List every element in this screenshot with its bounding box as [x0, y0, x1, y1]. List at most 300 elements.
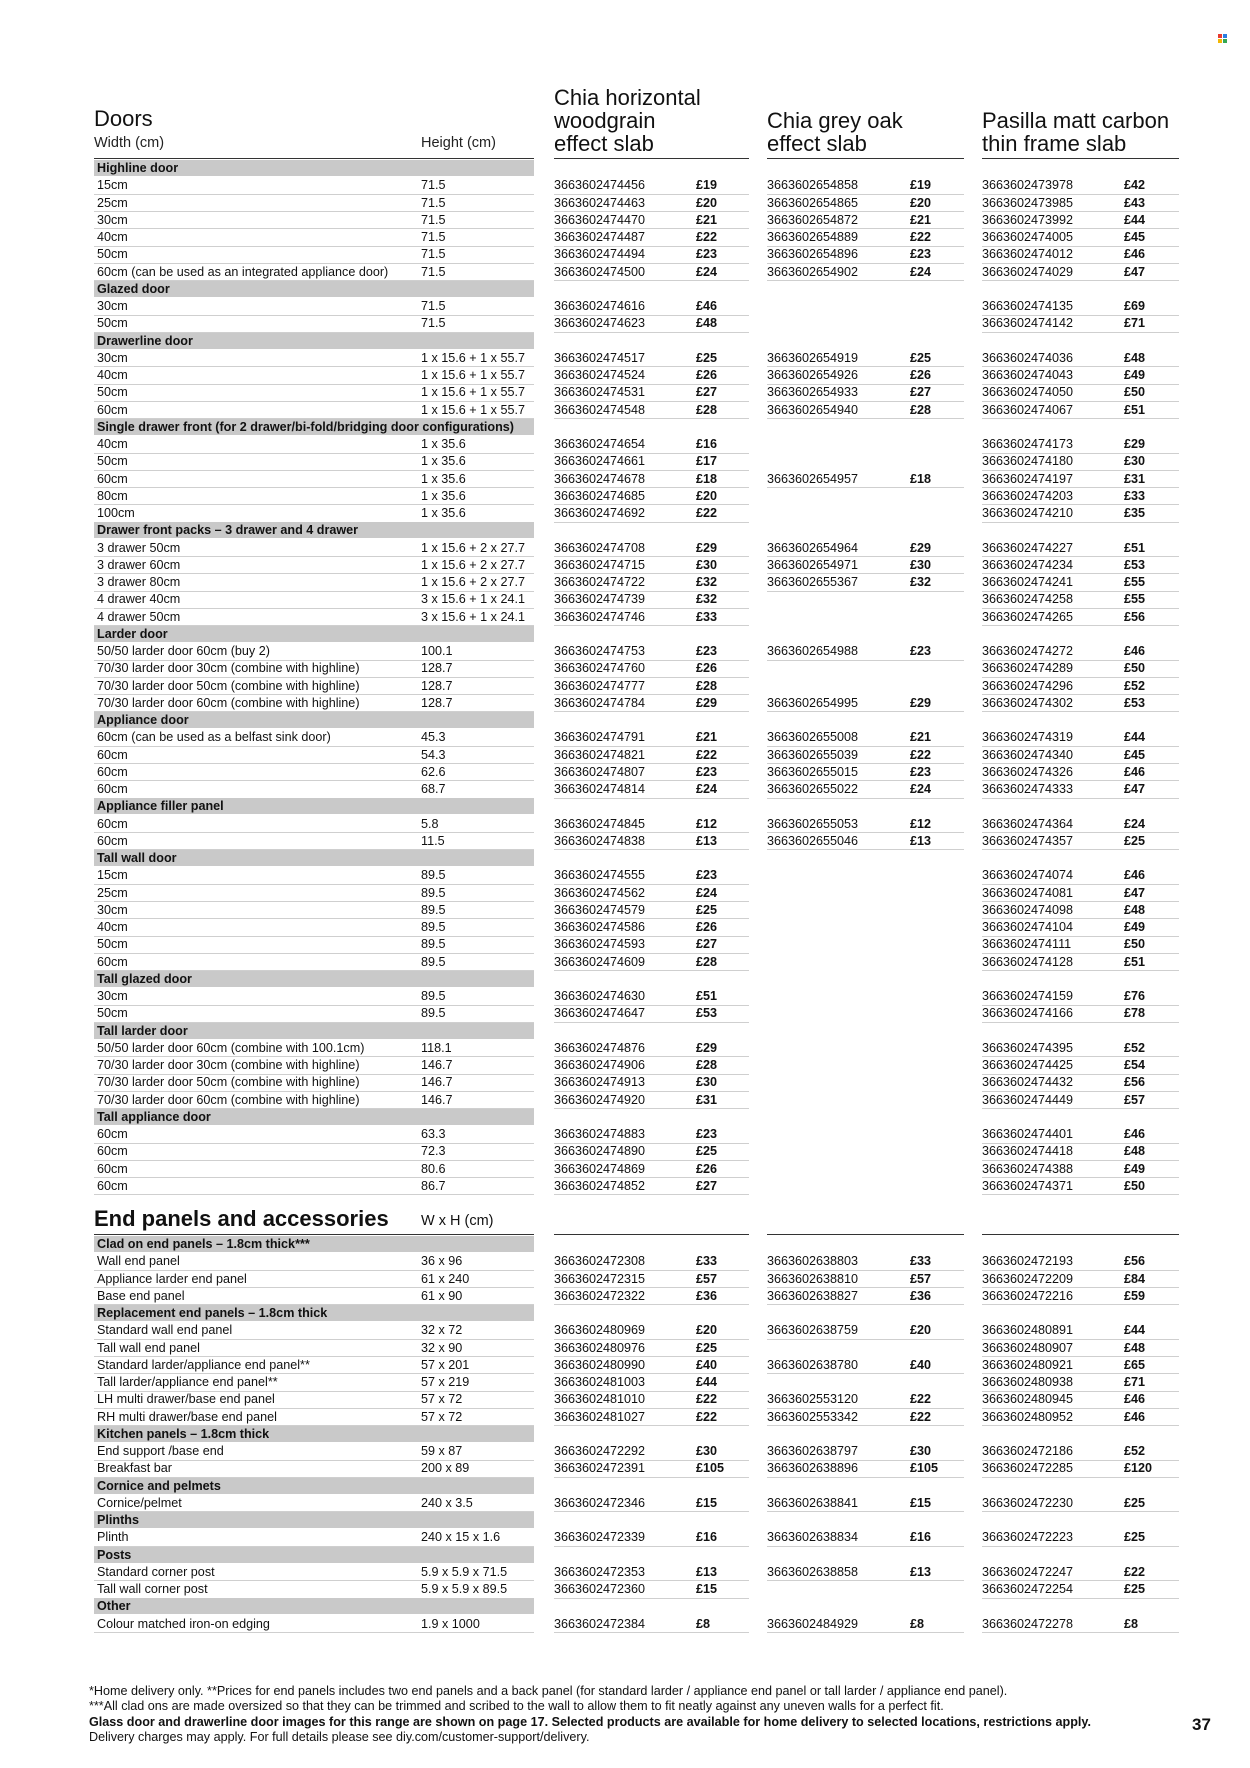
description-cell: 60cm (can be used as an integrated appliance door) — [97, 264, 389, 279]
description-cell: 3 drawer 80cm — [97, 575, 181, 589]
chia-horizontal-price-cell: £18 — [696, 471, 718, 486]
chia-horizontal-price-cell: £33 — [696, 609, 718, 624]
pasilla-code-cell: 3663602474258 — [982, 592, 1074, 607]
chia-horizontal-code-cell: 3663602474494 — [554, 247, 646, 262]
chia-horizontal-price-cell: £33 — [696, 1254, 718, 1269]
table-row — [0, 471, 1250, 488]
pasilla-price-cell: £35 — [1124, 506, 1146, 520]
size-cell: 63.3 — [421, 1127, 446, 1141]
pasilla-code-cell: 3663602472216 — [982, 1288, 1074, 1303]
pasilla-code-cell: 3663602474203 — [982, 488, 1074, 503]
chia-grey-oak-code-cell: 3663602654933 — [767, 385, 859, 400]
chia-horizontal-price-cell: £22 — [696, 1392, 718, 1407]
table-row — [0, 1581, 1250, 1598]
row-rule — [94, 1194, 534, 1195]
pasilla-price-cell: £25 — [1124, 1530, 1146, 1545]
chia-grey-oak-price-cell: £28 — [910, 402, 932, 417]
section-header-row — [0, 850, 1250, 867]
pasilla-price-cell: £45 — [1124, 747, 1146, 762]
chia-grey-oak-price-cell: £23 — [910, 644, 932, 658]
pasilla-code-cell: 3663602474210 — [982, 506, 1074, 520]
section-header-label: Appliance filler panel — [97, 799, 224, 814]
row-rule — [554, 1194, 749, 1195]
chia-grey-oak-price-cell: £18 — [910, 471, 932, 486]
pasilla-price-cell: £31 — [1124, 471, 1146, 486]
size-cell: 89.5 — [421, 954, 446, 969]
header-rule — [767, 158, 964, 159]
table-row — [0, 453, 1250, 470]
pasilla-price-cell: £50 — [1124, 661, 1146, 676]
table-row — [0, 885, 1250, 902]
chia-grey-oak-code-cell: 3663602638780 — [767, 1357, 859, 1372]
chia-horizontal-price-cell: £25 — [696, 902, 718, 917]
description-cell: 40cm — [97, 230, 128, 244]
table-row — [0, 1126, 1250, 1143]
chia-grey-oak-price-cell: £22 — [910, 747, 932, 762]
description-cell: 70/30 larder door 50cm (combine with highline) — [97, 1075, 360, 1090]
table-row — [0, 781, 1250, 798]
table-row — [0, 384, 1250, 401]
size-cell: 86.7 — [421, 1178, 446, 1193]
size-cell: 72.3 — [421, 1144, 446, 1159]
table-row — [0, 350, 1250, 367]
chia-grey-oak-price-cell: £33 — [910, 1254, 932, 1269]
chia-horizontal-code-cell: 3663602474487 — [554, 230, 646, 244]
chia-horizontal-code-cell: 3663602474654 — [554, 437, 646, 451]
chia-horizontal-code-cell: 3663602472339 — [554, 1530, 646, 1545]
chia-horizontal-price-cell: £36 — [696, 1288, 718, 1303]
chia-horizontal-price-cell: £29 — [696, 1040, 718, 1055]
chia-grey-oak-code-cell: 3663602654919 — [767, 350, 859, 365]
footnote: Glass door and drawerline door images for this range are shown on page 17. Selected products are available for home delivery to selected locations, restrictions apply. — [89, 1714, 1091, 1729]
pasilla-code-cell: 3663602474234 — [982, 557, 1074, 572]
description-cell: Wall end panel — [97, 1254, 180, 1269]
chia-horizontal-code-cell: 3663602474661 — [554, 454, 646, 469]
chia-grey-oak-code-cell: 3663602553120 — [767, 1392, 859, 1407]
description-cell: Appliance larder end panel — [97, 1271, 247, 1286]
pasilla-code-cell: 3663602472247 — [982, 1564, 1074, 1579]
pasilla-price-cell: £33 — [1124, 488, 1146, 503]
size-cell: 240 x 15 x 1.6 — [421, 1530, 501, 1545]
table-row — [0, 367, 1250, 384]
chia-horizontal-price-cell: £21 — [696, 212, 718, 227]
description-cell: 30cm — [97, 299, 128, 313]
chia-horizontal-price-cell: £51 — [696, 989, 718, 1003]
size-cell: 89.5 — [421, 989, 446, 1003]
chia-grey-oak-code-cell: 3663602638810 — [767, 1271, 859, 1286]
chia-horizontal-code-cell: 3663602474838 — [554, 833, 646, 848]
description-cell: Breakfast bar — [97, 1461, 172, 1476]
pasilla-price-cell: £25 — [1124, 833, 1146, 848]
table-row — [0, 264, 1250, 281]
table-row — [0, 919, 1250, 936]
chia-horizontal-code-cell: 3663602474692 — [554, 506, 646, 520]
table-row — [0, 315, 1250, 332]
chia-grey-oak-code-cell: 3663602654865 — [767, 195, 859, 210]
chia-horizontal-code-cell: 3663602474524 — [554, 368, 646, 382]
pasilla-price-cell: £48 — [1124, 1144, 1146, 1159]
chia-grey-oak-price-cell: £26 — [910, 368, 932, 382]
size-cell: 1 x 35.6 — [421, 437, 466, 451]
pasilla-price-cell: £56 — [1124, 1254, 1146, 1269]
pasilla-code-cell: 3663602474388 — [982, 1161, 1074, 1176]
pasilla-code-cell: 3663602474371 — [982, 1178, 1074, 1193]
size-cell: 57 x 72 — [421, 1392, 463, 1407]
size-cell: 89.5 — [421, 868, 446, 883]
size-cell: 89.5 — [421, 902, 446, 917]
description-cell: Colour matched iron-on edging — [97, 1616, 270, 1631]
description-cell: Standard corner post — [97, 1564, 215, 1579]
description-cell: 60cm — [97, 1161, 128, 1176]
chia-horizontal-price-cell: £26 — [696, 661, 718, 676]
section-header-label: Cornice and pelmets — [97, 1478, 221, 1493]
section-header-label: Highline door — [97, 161, 179, 175]
table-row — [0, 212, 1250, 229]
chia-grey-oak-price-cell: £13 — [910, 1564, 932, 1579]
pasilla-price-cell: £48 — [1124, 350, 1146, 365]
section-header-row — [0, 1478, 1250, 1495]
product-header-line: effect slab — [554, 131, 654, 156]
pasilla-price-cell: £46 — [1124, 1127, 1146, 1141]
size-cell: 1 x 35.6 — [421, 454, 466, 469]
size-cell: 89.5 — [421, 920, 446, 934]
section-header-label: Clad on end panels – 1.8cm thick*** — [97, 1237, 310, 1251]
header-rule — [982, 1234, 1179, 1235]
section-header-row — [0, 798, 1250, 815]
chia-horizontal-code-cell: 3663602474715 — [554, 557, 646, 572]
chia-grey-oak-code-cell: 3663602654872 — [767, 212, 859, 227]
size-cell: 71.5 — [421, 230, 446, 244]
product-header-line: woodgrain — [554, 108, 656, 133]
size-cell: 1 x 35.6 — [421, 506, 466, 520]
chia-horizontal-code-cell: 3663602472346 — [554, 1495, 646, 1510]
pasilla-price-cell: £46 — [1124, 1392, 1146, 1407]
pasilla-price-cell: £46 — [1124, 1409, 1146, 1424]
size-cell: 1 x 35.6 — [421, 488, 466, 503]
size-cell: 71.5 — [421, 212, 446, 227]
table-row — [0, 1322, 1250, 1339]
chia-grey-oak-price-cell: £24 — [910, 782, 932, 796]
description-cell: 80cm — [97, 488, 128, 503]
table-row — [0, 488, 1250, 505]
chia-horizontal-price-cell: £57 — [696, 1271, 718, 1286]
pasilla-code-cell: 3663602474036 — [982, 350, 1074, 365]
description-cell: RH multi drawer/base end panel — [97, 1409, 277, 1424]
chia-horizontal-price-cell: £29 — [696, 540, 718, 555]
size-cell: 1 x 15.6 + 1 x 55.7 — [421, 385, 525, 400]
chia-horizontal-code-cell: 3663602474517 — [554, 350, 646, 365]
pasilla-code-cell: 3663602474272 — [982, 644, 1074, 658]
pasilla-code-cell: 3663602472254 — [982, 1582, 1074, 1596]
pasilla-price-cell: £65 — [1124, 1357, 1146, 1372]
description-cell: 50cm — [97, 1006, 128, 1021]
row-rule — [767, 1632, 964, 1633]
pasilla-code-cell: 3663602474029 — [982, 264, 1074, 279]
description-cell: Tall wall end panel — [97, 1340, 200, 1355]
pasilla-price-cell: £50 — [1124, 937, 1146, 952]
chia-grey-oak-price-cell: £23 — [910, 247, 932, 262]
chia-horizontal-code-cell: 3663602474630 — [554, 989, 646, 1003]
pasilla-code-cell: 3663602474449 — [982, 1092, 1074, 1107]
section-header-row — [0, 1109, 1250, 1126]
section-header-label: Tall appliance door — [97, 1109, 211, 1124]
size-cell: 59 x 87 — [421, 1444, 463, 1458]
pasilla-code-cell: 3663602474319 — [982, 730, 1074, 745]
footnotes — [89, 1684, 1091, 1745]
chia-grey-oak-price-cell: £16 — [910, 1530, 932, 1545]
chia-horizontal-price-cell: £46 — [696, 299, 718, 313]
table-row — [0, 609, 1250, 626]
section-header-row — [0, 1023, 1250, 1040]
table-row — [0, 729, 1250, 746]
size-cell: 100.1 — [421, 644, 453, 658]
size-cell: 128.7 — [421, 695, 453, 710]
size-cell: 5.9 x 5.9 x 89.5 — [421, 1582, 508, 1596]
chia-horizontal-price-cell: £13 — [696, 1564, 718, 1579]
size-cell: 62.6 — [421, 764, 446, 779]
table-row — [0, 1040, 1250, 1057]
size-cell: 32 x 90 — [421, 1340, 463, 1355]
pasilla-code-cell: 3663602474128 — [982, 954, 1074, 969]
size-cell: 71.5 — [421, 299, 446, 313]
table-row — [0, 1005, 1250, 1022]
chia-horizontal-price-cell: £24 — [696, 885, 718, 900]
chia-horizontal-code-cell: 3663602472353 — [554, 1564, 646, 1579]
description-cell: Tall wall corner post — [97, 1582, 208, 1596]
chia-grey-oak-price-cell: £29 — [910, 695, 932, 710]
pasilla-code-cell: 3663602474401 — [982, 1127, 1074, 1141]
chia-grey-oak-code-cell: 3663602654988 — [767, 644, 859, 658]
chia-horizontal-price-cell: £23 — [696, 1127, 718, 1141]
chia-horizontal-price-cell: £23 — [696, 644, 718, 658]
description-cell: 60cm — [97, 782, 128, 796]
footnote: *Home delivery only. **Prices for end panels includes two end panels and a back panel (for standard larder / appliance end panel or tall larder / appliance end panel). — [89, 1684, 1008, 1698]
pasilla-price-cell: £50 — [1124, 385, 1146, 400]
chia-horizontal-code-cell: 3663602472315 — [554, 1271, 646, 1286]
chia-grey-oak-code-cell: 3663602638803 — [767, 1254, 859, 1269]
pasilla-code-cell: 3663602472285 — [982, 1461, 1074, 1476]
chia-grey-oak-price-cell: £32 — [910, 575, 932, 589]
pasilla-code-cell: 3663602480907 — [982, 1340, 1074, 1355]
chia-horizontal-code-cell: 3663602474753 — [554, 644, 646, 658]
table-row — [0, 1178, 1250, 1195]
chia-horizontal-price-cell: £26 — [696, 368, 718, 382]
chia-grey-oak-code-cell: 3663602654995 — [767, 695, 859, 710]
chia-horizontal-code-cell: 3663602474906 — [554, 1058, 646, 1072]
description-cell: 50cm — [97, 316, 128, 331]
section-header-label: Single drawer front (for 2 drawer/bi-fold/bridging door configurations) — [97, 419, 514, 434]
size-cell: 1.9 x 1000 — [421, 1616, 480, 1631]
table-row — [0, 747, 1250, 764]
header-rule — [767, 1234, 964, 1235]
pasilla-code-cell: 3663602472230 — [982, 1495, 1074, 1510]
table-row — [0, 988, 1250, 1005]
table-row — [0, 436, 1250, 453]
table-row — [0, 1495, 1250, 1512]
section-header-label: Other — [97, 1599, 131, 1614]
pasilla-code-cell: 3663602480938 — [982, 1375, 1074, 1389]
pasilla-price-cell: £29 — [1124, 437, 1146, 451]
size-cell: 89.5 — [421, 937, 446, 952]
chia-grey-oak-code-cell: 3663602654896 — [767, 247, 859, 262]
product-header-line: Chia grey oak — [767, 108, 903, 133]
table-row — [0, 936, 1250, 953]
pasilla-code-cell: 3663602472193 — [982, 1254, 1074, 1269]
chia-horizontal-code-cell: 3663602474876 — [554, 1040, 646, 1055]
pasilla-code-cell: 3663602480891 — [982, 1323, 1074, 1338]
chia-grey-oak-code-cell: 3663602638841 — [767, 1495, 859, 1510]
size-cell: 71.5 — [421, 316, 446, 331]
pasilla-price-cell: £47 — [1124, 885, 1146, 900]
description-cell: 30cm — [97, 902, 128, 917]
description-cell: 3 drawer 50cm — [97, 540, 181, 555]
table-row — [0, 195, 1250, 212]
pasilla-code-cell: 3663602474289 — [982, 661, 1074, 676]
pasilla-price-cell: £84 — [1124, 1271, 1146, 1286]
size-cell: 1 x 35.6 — [421, 471, 466, 486]
pasilla-price-cell: £71 — [1124, 316, 1146, 331]
pasilla-price-cell: £44 — [1124, 1323, 1146, 1338]
chia-horizontal-code-cell: 3663602474722 — [554, 575, 646, 589]
pasilla-code-cell: 3663602480952 — [982, 1409, 1074, 1424]
size-cell: 57 x 72 — [421, 1409, 463, 1424]
section-header-label: Drawer front packs – 3 drawer and 4 drawer — [97, 523, 359, 538]
description-cell: 50cm — [97, 937, 128, 952]
section-header-label: Kitchen panels – 1.8cm thick — [97, 1426, 270, 1441]
pasilla-code-cell: 3663602474326 — [982, 764, 1074, 779]
table-row — [0, 1161, 1250, 1178]
chia-horizontal-price-cell: £15 — [696, 1495, 718, 1510]
pasilla-price-cell: £51 — [1124, 540, 1146, 555]
table-row — [0, 298, 1250, 315]
chia-horizontal-price-cell: £25 — [696, 1340, 718, 1355]
pasilla-price-cell: £24 — [1124, 816, 1146, 831]
chia-grey-oak-code-cell: 3663602638827 — [767, 1288, 859, 1303]
pasilla-code-cell: 3663602474104 — [982, 920, 1074, 934]
chia-horizontal-price-cell: £28 — [696, 1058, 718, 1072]
chia-horizontal-code-cell: 3663602474548 — [554, 402, 646, 417]
chia-horizontal-price-cell: £29 — [696, 695, 718, 710]
chia-horizontal-code-cell: 3663602472360 — [554, 1582, 646, 1596]
pasilla-price-cell: £46 — [1124, 868, 1146, 883]
table-row — [0, 660, 1250, 677]
chia-horizontal-price-cell: £32 — [696, 592, 718, 607]
pasilla-code-cell: 3663602474074 — [982, 868, 1074, 883]
chia-horizontal-code-cell: 3663602474807 — [554, 764, 646, 779]
description-cell: 30cm — [97, 212, 128, 227]
table-row — [0, 1092, 1250, 1109]
pasilla-code-cell: 3663602474142 — [982, 316, 1074, 331]
pasilla-code-cell: 3663602472186 — [982, 1444, 1074, 1458]
pasilla-price-cell: £71 — [1124, 1375, 1146, 1389]
chia-horizontal-price-cell: £25 — [696, 1144, 718, 1159]
chia-grey-oak-price-cell: £8 — [910, 1616, 925, 1631]
chia-horizontal-code-cell: 3663602480990 — [554, 1357, 646, 1372]
chia-horizontal-price-cell: £20 — [696, 1323, 718, 1338]
description-cell: 40cm — [97, 368, 128, 382]
chia-horizontal-code-cell: 3663602474500 — [554, 264, 646, 279]
size-cell: 54.3 — [421, 747, 446, 762]
pasilla-code-cell: 3663602474333 — [982, 782, 1074, 796]
chia-horizontal-code-cell: 3663602474852 — [554, 1178, 646, 1193]
chia-horizontal-price-cell: £26 — [696, 920, 718, 934]
pasilla-code-cell: 3663602474227 — [982, 540, 1074, 555]
chia-horizontal-code-cell: 3663602474913 — [554, 1075, 646, 1090]
chia-horizontal-price-cell: £27 — [696, 385, 718, 400]
pasilla-price-cell: £46 — [1124, 644, 1146, 658]
size-cell: 1 x 15.6 + 2 x 27.7 — [421, 557, 525, 572]
chia-horizontal-price-cell: £23 — [696, 868, 718, 883]
chia-grey-oak-price-cell: £22 — [910, 1392, 932, 1407]
chia-horizontal-code-cell: 3663602474739 — [554, 592, 646, 607]
chia-grey-oak-code-cell: 3663602638896 — [767, 1461, 859, 1476]
size-cell: 1 x 15.6 + 1 x 55.7 — [421, 350, 525, 365]
chia-horizontal-code-cell: 3663602474708 — [554, 540, 646, 555]
chia-horizontal-price-cell: £16 — [696, 437, 718, 451]
description-cell: 30cm — [97, 989, 128, 1003]
chia-horizontal-price-cell: £16 — [696, 1530, 718, 1545]
chia-grey-oak-code-cell: 3663602655039 — [767, 747, 859, 762]
chia-horizontal-price-cell: £30 — [696, 1444, 718, 1458]
chia-horizontal-code-cell: 3663602474869 — [554, 1161, 646, 1176]
chia-horizontal-code-cell: 3663602474586 — [554, 920, 646, 934]
pasilla-code-cell: 3663602474180 — [982, 454, 1074, 469]
chia-horizontal-price-cell: £48 — [696, 316, 718, 331]
table-row — [0, 1409, 1250, 1426]
pasilla-code-cell: 3663602480945 — [982, 1392, 1074, 1407]
header-rule — [554, 1234, 749, 1235]
product-header-line: Pasilla matt carbon — [982, 108, 1170, 133]
chia-grey-oak-price-cell: £21 — [910, 730, 932, 745]
product-header-line: thin frame slab — [982, 131, 1127, 156]
chia-grey-oak-price-cell: £22 — [910, 1409, 932, 1424]
chia-grey-oak-price-cell: £19 — [910, 178, 932, 193]
description-cell: 60cm — [97, 833, 128, 848]
chia-horizontal-code-cell: 3663602474821 — [554, 747, 646, 762]
chia-horizontal-code-cell: 3663602474555 — [554, 868, 646, 883]
table-row — [0, 1564, 1250, 1581]
pasilla-price-cell: £47 — [1124, 264, 1146, 279]
description-cell: End support /base end — [97, 1444, 224, 1458]
chia-grey-oak-price-cell: £57 — [910, 1271, 932, 1286]
pasilla-code-cell: 3663602474173 — [982, 437, 1074, 451]
page-number: 37 — [1192, 1715, 1211, 1734]
pasilla-code-cell: 3663602474043 — [982, 368, 1074, 382]
size-cell: 240 x 3.5 — [421, 1495, 473, 1510]
table-row — [0, 1391, 1250, 1408]
chia-horizontal-code-cell: 3663602474647 — [554, 1006, 646, 1021]
size-cell: 1 x 15.6 + 1 x 55.7 — [421, 402, 525, 417]
pasilla-code-cell: 3663602474340 — [982, 747, 1074, 762]
table-row — [0, 1460, 1250, 1477]
pasilla-price-cell: £45 — [1124, 230, 1146, 244]
footnote: Delivery charges may apply. For full details please see diy.com/customer-support/delivery. — [89, 1729, 590, 1744]
description-cell: 60cm — [97, 954, 128, 969]
table-row — [0, 1253, 1250, 1270]
table-row — [0, 833, 1250, 850]
pasilla-price-cell: £8 — [1124, 1616, 1139, 1631]
pasilla-price-cell: £43 — [1124, 195, 1146, 210]
pasilla-code-cell: 3663602474005 — [982, 230, 1074, 244]
description-cell: 25cm — [97, 195, 128, 210]
header-rule — [982, 158, 1179, 159]
section-header-label: Plinths — [97, 1513, 139, 1527]
chia-horizontal-price-cell: £20 — [696, 488, 718, 503]
description-cell: 30cm — [97, 350, 128, 365]
table-row — [0, 1288, 1250, 1305]
product-header-pasilla — [982, 109, 1169, 155]
size-cell: 32 x 72 — [421, 1323, 463, 1338]
